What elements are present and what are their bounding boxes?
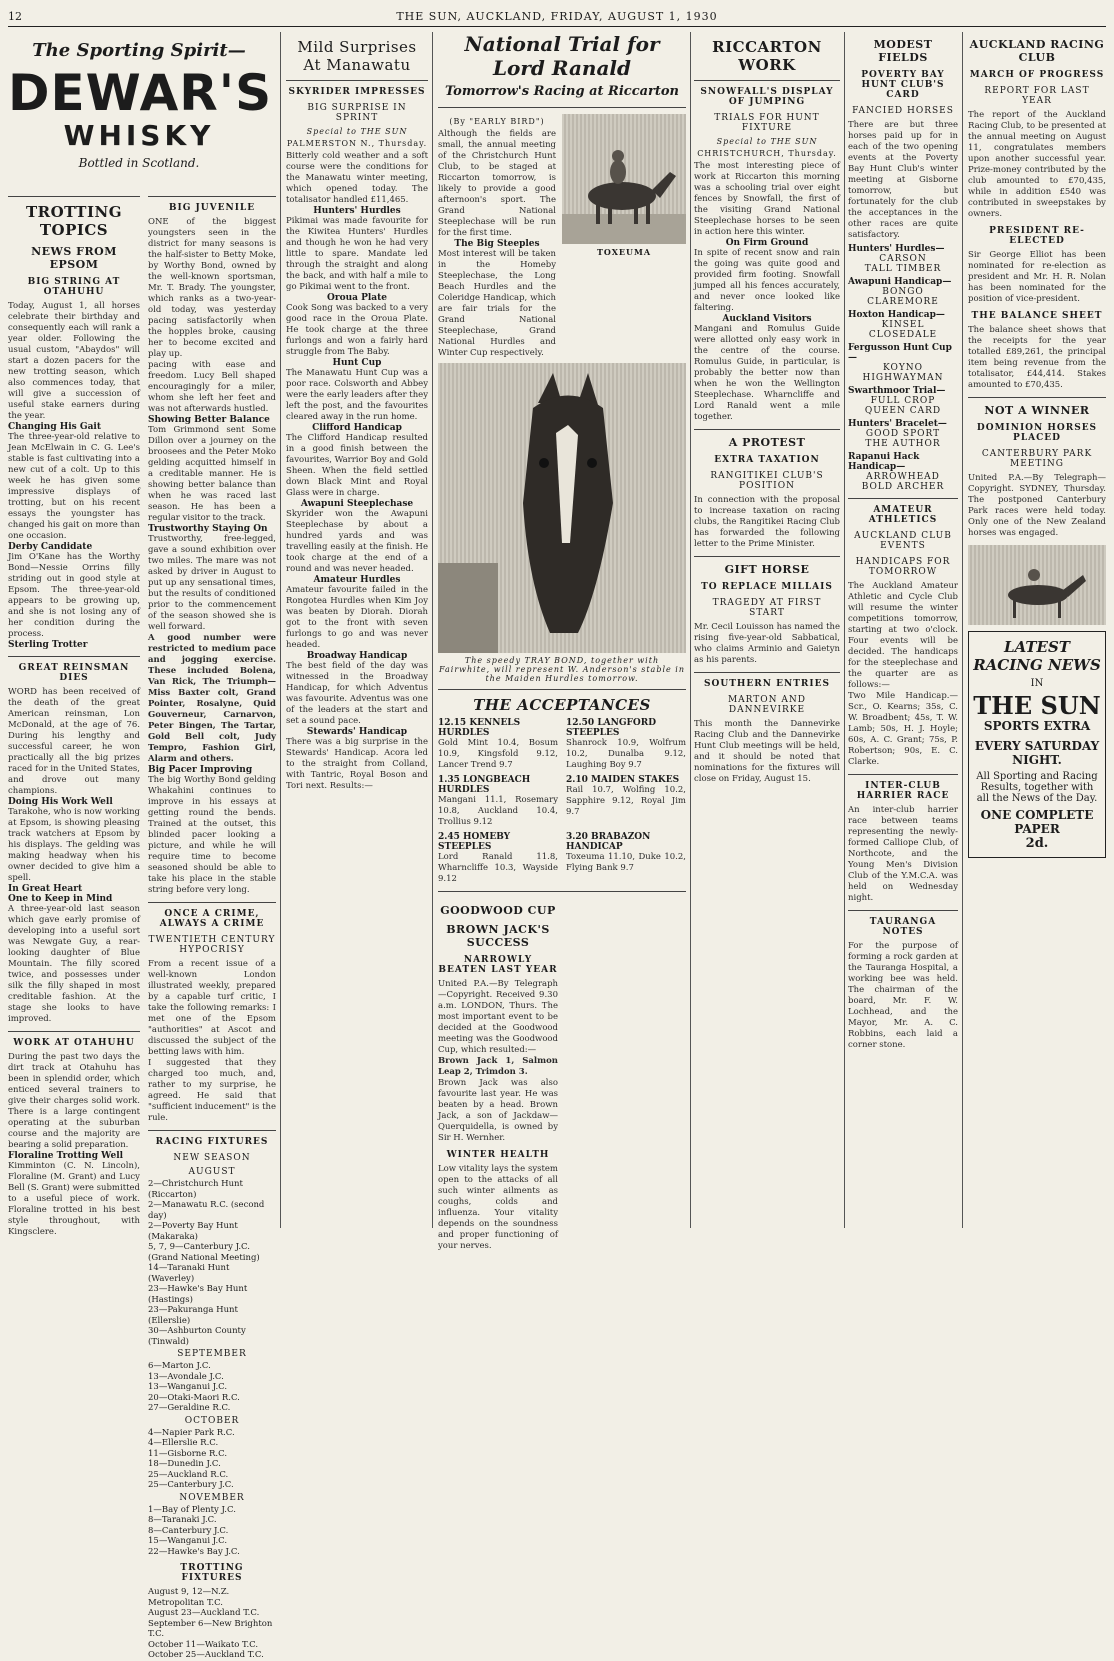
fixture-item: August 23—Auckland T.C. — [148, 1608, 260, 1618]
subheading: One to Keep in Mind — [8, 894, 113, 904]
ad-price: 2d. — [1025, 836, 1049, 851]
sprint-heading: BIG SURPRISE IN SPRINT — [307, 103, 407, 123]
race-name: Hunters' Bracelet— — [848, 419, 947, 429]
fixture-item: 5, 7, 9—Canterbury J.C. (Grand National Meeting) — [148, 1242, 260, 1263]
article-text: The Auckland Amateur Athletic and Cycle Club will resume the winter competitions tomorrow, starting at two o'clock. Four events will be decided. The handicaps for the steeplechase and the quarter are as follows:— — [848, 581, 961, 690]
report-heading: REPORT FOR LAST YEAR — [984, 86, 1090, 106]
fixture-item: 8—Canterbury J.C. — [148, 1525, 229, 1536]
ad-every-saturday: EVERY SATURDAY NIGHT. — [974, 739, 1100, 767]
snowfall-heading: SNOWFALL'S DISPLAY OF JUMPING — [700, 87, 834, 107]
article-text: Trustworthy, free-legged, gave a sound exhibition over two miles. The mare was not asked by driver in August to put up any sensational times, but the results of conditioned prior to the commencement of the season showed she is well forward. — [148, 534, 279, 632]
horse-name: ARROWHEAD — [866, 472, 940, 482]
crime-heading: ONCE A CRIME, ALWAYS A CRIME — [159, 909, 265, 929]
column-5 — [694, 32, 843, 1228]
subheading: Trustworthy Staying On — [148, 524, 268, 534]
article-text: Mangani and Romulus Guide were allotted only easy work in the centre of the course. Romulus Guide, in particular, is probably the better now than when he won the Wellington Steeplechase. Wharncliffe and Lord Ranald went a mile together. — [694, 324, 843, 422]
race-title: 12.15 KENNELS HURDLES — [438, 718, 521, 738]
horse-head-illustration — [438, 363, 686, 653]
september-heading: SEPTEMBER — [177, 1349, 247, 1359]
article-text: For the purpose of forming a rock garden at the Tauranga Hospital, a working bee was held. The chairman of the board, Mr. F. W. Lochhead, and the Mayor, Mr. A. C. Robbins, each laid a corner stone. — [848, 941, 961, 1050]
trials-heading: TRIALS FOR HUNT FIXTURE — [714, 113, 820, 133]
fixture-item: 18—Dunedin J.C. — [148, 1459, 221, 1469]
column-1-body — [8, 190, 143, 1237]
article-text: Bitterly cold weather and a soft course were the conditions for the Manawatu winter meeting, which opened today. The totalisator handled £11,465. — [286, 151, 431, 205]
fixture-item: 1—Bay of Plenty J.C. — [148, 1504, 236, 1515]
trotting-fixtures-heading: TROTTING FIXTURES — [180, 1563, 244, 1583]
sun-sports-advertisement — [968, 631, 1106, 858]
race-entry — [566, 718, 689, 771]
subheading: Derby Candidate — [8, 542, 93, 552]
race-entries: Lord Ranald 11.8, Wharncliffe 10.3, Wayside 9.12 — [438, 852, 561, 884]
big-string-heading: BIG STRING AT OTAHUHU — [27, 277, 121, 297]
ad-latest: LATEST RACING NEWS — [973, 638, 1101, 674]
jockey-icon — [968, 545, 1106, 625]
august-heading: AUGUST — [188, 1167, 236, 1177]
photo-caption: TOXEUMA — [596, 247, 652, 257]
article-text: pacing with ease and freedom. Lucy Bell shaped encouragingly for a miler, whom she left her feet and was not afterwards hustled. — [148, 360, 279, 414]
race-entry — [438, 832, 561, 885]
article-text: Jim O'Kane has the Worthy Bond—Nessie Orrins filly striding out in good style at Epsom. The three-year-old appears to be growing up, and she is not losing any of her condition during the process. — [8, 552, 143, 639]
article-text: Two Mile Handicap.—Scr., O. Kearns; 35s, C. W. Broadbent; 45s, T. W. Lamb; 50s, H. J. Hoyle; 60s, A. C. Grant; 75s, P. Robertson; 90s, E. C. Clarke. — [848, 691, 961, 767]
article-text: Skyrider won the Awapuni Steeplechase by about a hundred yards and was travelling easily at the finish. He took charge at the end of a round and was never headed. — [286, 509, 431, 574]
goodwood-heading: GOODWOOD CUP — [440, 904, 556, 917]
news-from-epsom-heading: NEWS FROM EPSOM — [31, 245, 117, 271]
subheading: Amateur Hurdles — [313, 575, 401, 585]
race-title: 1.35 LONGBEACH HURDLES — [438, 775, 531, 795]
article-text: Tom Grimmond sent Some Dillon over a journey on the broosees and the Peter Moko gelding acquitted himself in a creditable manner. He is showing better balance than when he was raced last season. He has been a regular visitor to the track. — [148, 425, 279, 523]
subheading: Broadway Handicap — [306, 651, 408, 661]
trotting-topics-heading: TROTTING TOPICS — [25, 203, 123, 239]
race-title: 3.20 BRABAZON HANDICAP — [566, 832, 651, 852]
subheading: Changing His Gait — [8, 422, 101, 432]
ad-complete-paper: ONE COMPLETE PAPER — [980, 808, 1094, 836]
race-list — [438, 718, 689, 885]
article-text: ONE of the biggest youngsters seen in the district for many seasons is the half-sister to Betty Moke, by Worthy Bond, owned by the well-known sportsman, Mr. T. Brady. The youngster, which ranks as a two-year-old today, was yesterday pacing satisfactorily when the hopples broke, causing her to become excited and play up. — [148, 217, 279, 359]
article-text: The big Worthy Bond gelding Whakahini continues to improve in his essays at getting round the bends. Trained at the outset, this blinded pacer looking a picture, and while he will require time to become seasoned should be able to take his place in the stable string before very long. — [148, 775, 279, 895]
amateur-athletics-heading: AMATEUR ATHLETICS — [868, 505, 938, 525]
article-text: In connection with the proposal to increase taxation on racing clubs, the Rangitikei Racing Club has forwarded the following letter to the Prime Minister. — [694, 495, 843, 549]
fixture-list — [148, 1179, 276, 1347]
article-text: Today, August 1, all horses celebrate their birthday and consequently each will rank a year older. Following the usual custom, "Abaydos" will start a dozen pacers for the new trotting season, which also commences today, that will give a succession of useful stake earners during the year. — [8, 301, 143, 421]
special-credit: Special to THE SUN — [716, 137, 818, 146]
subheading: Oroua Plate — [327, 293, 387, 303]
article-text: From a recent issue of a well-known London illustrated weekly, prepared by a capable turf critic, I take the following remarks: I met one of the Epsom "authorities" at Ascot and discussed the subject of the betting laws with him. — [148, 959, 279, 1057]
article-text: A three-year-old last season which gave early promise of developing into a useful sort was Newgate Guy, a rear-looking daughter of Blue Mountain. The filly scored twice, and possesses under silk the filly shaped in most creditable fashion. At the stage she looks to have improved. — [8, 904, 143, 1024]
article-text: The three-year-old relative to Jean McElwain in C. G. Lee's stable is fast cultivating into a new cut of a colt. Up to this week he has given some impressive displays of trotting, but on his recent essays the youngster has changed his gait on more than one occasion. — [8, 432, 143, 541]
race-entry — [438, 718, 561, 771]
article-text: United P.A.—By Telegraph—Copyright. Received 9.30 a.m. LONDON, Thurs. The most important event to be decided at the Goodwood meeting was the Goodwood Cup, which resulted:— — [438, 979, 561, 1055]
horse-rider-illustration — [562, 114, 686, 244]
article-text: Low vitality lays the system open to the attacks of all such winter ailments as coughs, colds and influenza. Your vitality depends on the soundness and proper functioning of your nerves. — [438, 1164, 561, 1251]
article-text: Kimminton (C. N. Lincoln), Floraline (M. Grant) and Lucy Bell (S. Grant) were submitted to a useful piece of work. Floraline trotted in his best style throughout, with Kingsclere. — [8, 1161, 143, 1237]
ad-tagline: The Sporting Spirit— — [32, 40, 246, 61]
column-4 — [438, 32, 689, 1251]
column-divider — [690, 32, 691, 1228]
article-text: There are but three horses paid up for in each of the two opening events at the Poverty Bay Hunt Club's winter meeting at Gisborne tomorrow, but fortunately for the club the acceptances in the other races are quite satisfactory. — [848, 120, 961, 240]
article-text: United P.A.—By Telegraph—Copyright. SYDNEY, Thursday. The postponed Canterbury Park races were held today. Only one of the New Zealand horses was engaged. — [968, 473, 1109, 538]
winter-health-heading: WINTER HEALTH — [446, 1150, 550, 1160]
column-divider — [962, 32, 963, 1228]
marton-heading: MARTON AND DANNEVIRKE — [727, 695, 807, 715]
dateline: CHRISTCHURCH, Thursday. — [697, 149, 837, 158]
horse-name: THE AUTHOR — [865, 439, 941, 449]
subheading: Floraline Trotting Well — [8, 1151, 124, 1161]
fixture-item: August 9, 12—N.Z. Metropolitan T.C. — [148, 1587, 230, 1608]
lord-ranald-heading: National Trial for Lord Ranald — [464, 32, 660, 80]
fixture-item: 20—Otaki-Maori R.C. — [148, 1392, 240, 1403]
not-winner-heading: NOT A WINNER — [984, 404, 1090, 417]
race-entries: Gold Mint 10.4, Bosum 10.9, Kingsfold 9.12, Lancer Trend 9.7 — [438, 738, 561, 770]
fixture-item: 22—Hawke's Bay J.C. — [148, 1546, 240, 1557]
column-3 — [286, 32, 431, 1228]
article-text: In spite of recent snow and rain the going was quite good and provided firm footing. Snowfall jumped all his fences accurately, and never once looked like faltering. — [694, 248, 843, 313]
subheading: Auckland Visitors — [722, 314, 812, 324]
article-text: The Clifford Handicap resulted in a good finish between the favourites, Warrior Boy and Gold Sheen. When the field settled down Black Mint and Royal Glass were in charge. — [286, 433, 431, 498]
tauranga-heading: TAURANGA NOTES — [869, 917, 937, 937]
arc-heading: AUCKLAND RACING CLUB — [969, 38, 1105, 64]
acceptances-heading: THE ACCEPTANCES — [473, 696, 651, 714]
brown-jack-heading: BROWN JACK'S SUCCESS — [446, 923, 550, 949]
subheading: Doing His Work Well — [8, 797, 113, 807]
masthead-rule — [8, 26, 1106, 27]
article-text: Pikimai was made favourite for the Kiwitea Hunters' Hurdles and though he won he had very little to spare. Mandate led through the straight and along the back, and with half a mile to go Pikimai went to the front. — [286, 216, 431, 292]
fixture-item: 15—Wanganui J.C. — [148, 1536, 228, 1546]
race-name: Swarthmoor Trial— — [848, 386, 946, 396]
millais-heading: TO REPLACE MILLAIS — [701, 582, 833, 592]
column-2 — [148, 190, 279, 1660]
article-text: Although the fields are small, the annual meeting of the Christchurch Hunt Club, to be staged at Riccarton tomorrow, is likely to provide a good afternoon's sport. The Grand National Steeplechase will be run for the first time. — [438, 129, 559, 238]
fixture-item: 14—Taranaki Hunt (Waverley) — [148, 1263, 230, 1284]
handicaps-heading: HANDICAPS FOR TOMORROW — [855, 557, 951, 577]
work-at-otahuhu-heading: WORK AT OTAHUHU — [13, 1038, 135, 1048]
november-heading: NOVEMBER — [179, 1492, 245, 1503]
race-entry — [566, 775, 689, 828]
fixture-item: 23—Pakuranga Hunt (Ellerslie) — [148, 1305, 238, 1326]
tragedy-heading: TRAGEDY AT FIRST START — [712, 598, 822, 618]
article-text: Brown Jack was also favourite last year. He was beaten by a head. Brown Jack, a son of Jackdaw—Querquidella, is owned by Sir H. Wernher. — [438, 1078, 561, 1143]
fixture-item: 6—Marton J.C. — [148, 1361, 211, 1371]
fixture-item: 4—Ellerslie R.C. — [148, 1438, 219, 1448]
race-entry — [438, 775, 561, 828]
october-heading: OCTOBER — [184, 1415, 240, 1426]
fixture-item: 13—Avondale J.C. — [148, 1371, 224, 1382]
selections-list — [848, 244, 958, 492]
poverty-bay-heading: POVERTY BAY HUNT CLUB'S CARD — [861, 70, 945, 100]
hypocrisy-heading: TWENTIETH CENTURY HYPOCRISY — [148, 935, 276, 955]
horse-name: FULL CROP — [870, 396, 936, 406]
fixture-item: 27—Geraldine R.C. — [148, 1403, 231, 1413]
fixture-item: 13—Wanganui J.C. — [148, 1382, 228, 1392]
column-6 — [848, 32, 961, 1228]
reinsman-heading: GREAT REINSMAN DIES — [18, 663, 130, 683]
canterbury-heading: CANTERBURY PARK MEETING — [981, 449, 1093, 469]
horse-name: QUEEN CARD — [864, 406, 942, 416]
riccarton-subheading: Tomorrow's Racing at Riccarton — [444, 84, 680, 99]
article-text: Amateur favourite failed in the Rongotea Hurdles when Kim Joy was beaten by Diorah. Diorah got to the front with seven furlongs to go and was never headed. — [286, 585, 431, 650]
gift-horse-heading: GIFT HORSE — [724, 563, 810, 576]
narrowly-heading: NARROWLY BEATEN LAST YEAR — [438, 955, 558, 975]
fixture-list — [148, 1505, 276, 1558]
race-name: Rapanui Hack Handicap— — [848, 452, 920, 472]
column-divider — [432, 32, 433, 1228]
article-text: Tarakohe, who is now working at Epsom, is showing pleasing track watchers at Epsom by his displays. The gelding was making headway when his owner decided to give him a spell. — [8, 807, 143, 883]
horse-name: KINSEL — [881, 320, 925, 330]
article-text: The balance sheet shows that the receipts for the year totalled £89,261, the principal item being revenue from the totalisator, £44,414. Stakes amounted to £70,435. — [968, 325, 1109, 390]
race-title: 12.50 LANGFORD STEEPLES — [566, 718, 657, 738]
ad-in: IN — [1030, 678, 1044, 689]
fixture-item: 2—Poverty Bay Hunt (Makaraka) — [148, 1221, 238, 1242]
race-entries: Shanrock 10.9, Wolfrum 10.2, Dunalba 9.12, Laughing Boy 9.7 — [566, 738, 689, 770]
rider-illustration — [968, 545, 1106, 625]
fixture-item: October 25—Auckland T.C. — [148, 1650, 264, 1660]
subheading: Showing Better Balance — [148, 415, 270, 425]
race-name: Awapuni Handicap— — [848, 277, 952, 287]
fixture-item: 11—Gisborne R.C. — [148, 1448, 228, 1459]
horse-name: BONGO — [882, 287, 924, 297]
subheading: Clifford Handicap — [312, 423, 402, 433]
fixture-list — [148, 1587, 276, 1661]
manawatu-heading: Mild Surprises At Manawatu — [297, 38, 417, 74]
ad-product: WHISKY — [63, 119, 215, 152]
big-juvenile-heading: BIG JUVENILE — [168, 203, 256, 213]
subheading: The Big Steeples — [454, 239, 540, 249]
race-result: Brown Jack 1, Salmon Leap 2, Trimdon 3. — [438, 1056, 561, 1077]
article-text: During the past two days the dirt track at Otahuhu has been in splendid order, which enticed several trainers to give their charges solid work. There is a large contingent operating at the suburban course and the majority are bearing a solid preparation. — [8, 1052, 143, 1150]
extra-taxation-heading: EXTRA TAXATION — [714, 455, 820, 465]
race-name: Hoxton Handicap— — [848, 310, 945, 320]
article-text: The best field of the day was witnessed in the Broadway Handicap, for which Adventus was favourite. Adventus was one of the leaders at the start and set a sound pace. — [286, 661, 431, 726]
fixture-item: 8—Taranaki J.C. — [148, 1515, 217, 1525]
masthead — [8, 8, 1106, 28]
race-entries: Toxeuma 11.10, Duke 10.2, Flying Bank 9.7 — [566, 852, 689, 873]
horse-name: TALL TIMBER — [864, 264, 942, 274]
protest-heading: A PROTEST — [728, 436, 806, 449]
article-text: Most interest will be taken in the Homeby Steeplechase, the Long Beach Hurdles and the Coleridge Handicap, which are fair trials for the Grand National Steeplechase, Grand National Hurdles and Winter Cup respectively. — [438, 249, 559, 358]
fixture-list — [148, 1428, 276, 1491]
ad-description: All Sporting and Racing Results, together with all the News of the Day. — [976, 771, 1098, 804]
new-season-heading: NEW SEASON — [173, 1153, 251, 1163]
harrier-heading: INTER-CLUB HARRIER RACE — [856, 781, 950, 801]
auckland-club-heading: AUCKLAND CLUB EVENTS — [854, 531, 952, 551]
fixture-item: 30—Ashburton County (Tinwald) — [148, 1326, 246, 1347]
article-text: Sir George Elliot has been nominated for re-election as president and Mr. H. R. Nolan has been nominated for the position of vice-president. — [968, 250, 1109, 304]
toxeuma-photo — [562, 114, 686, 244]
newspaper-title: THE SUN, AUCKLAND, FRIDAY, AUGUST 1, 1930 — [396, 10, 718, 23]
racing-fixtures-heading: RACING FIXTURES — [155, 1137, 269, 1147]
dominion-heading: DOMINION HORSES PLACED — [976, 423, 1098, 443]
subheading: Big Pacer Improving — [148, 765, 253, 775]
horse-name: GOOD SPORT — [865, 429, 941, 439]
ad-brand: DEWAR'S — [8, 64, 273, 122]
article-text: This month the Dannevirke Racing Club and the Dannevirke Hunt Club meetings will be held, and it should be noted that nominations for the fixtures will close on Friday, August 15. — [694, 719, 843, 784]
subheading: Hunters' Hurdles — [313, 206, 401, 216]
fixture-item: 25—Auckland R.C. — [148, 1469, 229, 1480]
tray-bond-photo — [438, 363, 686, 653]
article-text: An inter-club harrier race between teams representing the newly-formed Calliope Club, of Northcote, and the Young Men's Division Club of the Y.M.C.A. was held on Wednesday night. — [848, 805, 961, 903]
race-entries: Mangani 11.1, Rosemary 10.8, Auckland 10.4, Trollius 9.12 — [438, 795, 561, 827]
race-entries: Rail 10.7, Wolfing 10.2, Sapphire 9.12, Royal Jim 9.7 — [566, 785, 689, 817]
fixture-item: 25—Canterbury J.C. — [148, 1480, 234, 1490]
horse-name: CLOSEDALE — [868, 330, 938, 340]
subheading: Stewards' Handicap — [306, 727, 408, 737]
fixture-item: 2—Christchurch Hunt (Riccarton) — [148, 1179, 243, 1200]
ad-bottled: Bottled in Scotland. — [78, 156, 200, 170]
balance-heading: THE BALANCE SHEET — [971, 311, 1103, 321]
fixture-item: 2—Manawatu R.C. (second day) — [148, 1200, 265, 1221]
horse-name: CLAREMORE — [867, 297, 939, 307]
fixture-item: October 11—Waikato T.C. — [148, 1639, 259, 1650]
column-divider — [844, 32, 845, 1228]
race-entry — [566, 832, 689, 885]
horse-name: HIGHWAYMAN — [862, 373, 944, 383]
modest-fields-heading: MODEST FIELDS — [873, 38, 933, 64]
article-text: I suggested that they charged too much, and, rather to my surprise, he agreed. He said that "sufficient inducement" is the rule. — [148, 1058, 279, 1123]
photo-caption: The speedy TRAY BOND, together with Fairwhite, will represent W. Anderson's stable in the Maiden Hurdles tomorrow. — [438, 656, 685, 683]
article-text: WORD has been received of the death of the great American reinsman, Lon McDonald, at the age of 76. During his lengthy and successful career, he won practically all the big prizes raced for in the United States, and drove out many champions. — [8, 687, 143, 796]
rangitikei-heading: RANGITIKEI CLUB'S POSITION — [710, 471, 824, 491]
subheading: In Great Heart — [8, 884, 83, 894]
horse-name: BOLD ARCHER — [861, 482, 945, 492]
special-credit: Special to THE SUN — [306, 127, 408, 136]
southern-entries-heading: SOUTHERN ENTRIES — [704, 679, 830, 689]
race-title: 2.45 HOMEBY STEEPLES — [438, 832, 511, 852]
ad-paper-name: THE SUN — [973, 691, 1101, 720]
subheading: Awapuni Steeplechase — [300, 499, 414, 509]
column-7 — [968, 32, 1109, 1228]
fancied-heading: FANCIED HORSES — [852, 106, 954, 116]
article-text: The Manawatu Hunt Cup was a poor race. Colsworth and Abbey were the early leaders after they left the post, and the favourites cleared away in the run home. — [286, 368, 431, 422]
horse-name: KOYNO — [882, 363, 924, 373]
subheading: Sterling Trotter — [8, 640, 88, 650]
byline: (By "EARLY BIRD") — [449, 117, 545, 126]
fixture-list — [148, 1361, 276, 1414]
fixture-item: September 6—New Brighton T.C. — [148, 1618, 273, 1639]
riccarton-work-heading: RICCARTON WORK — [712, 38, 822, 74]
race-name: Fergusson Hunt Cup— — [848, 343, 952, 363]
article-text: Cook Song was backed to a very good race in the Oroua Plate. He took charge at the three furlongs and won a fairly hard struggle from The Baby. — [286, 303, 431, 357]
article-text: There was a big surprise in the Stewards' Handicap. Acora led to the straight from Colland, with Tantric, Royal Boson and Tori next. Results:— — [286, 737, 431, 791]
president-heading: PRESIDENT RE-ELECTED — [989, 226, 1085, 246]
article-text: Mr. Cecil Louisson has named the rising five-year-old Sabbatical, who claims Arminio and Gaietyn as his parents. — [694, 622, 843, 665]
dewars-advertisement — [8, 40, 273, 170]
column-divider — [280, 32, 281, 1228]
skyrider-heading: SKYRIDER IMPRESSES — [288, 87, 426, 97]
article-text: The most interesting piece of work at Riccarton this morning was a schooling trial over eight fences by Snowfall, the first of the visiting Grand National Steeplechase horses to be seen in action here this winter. — [694, 161, 843, 237]
march-heading: MARCH OF PROGRESS — [969, 70, 1105, 80]
fixture-item: 4—Napier Park R.C. — [148, 1427, 235, 1438]
ad-sports-extra: SPORTS EXTRA — [983, 719, 1091, 733]
subheading: On Firm Ground — [725, 238, 809, 248]
horse-name: CARSON — [879, 254, 927, 264]
article-text: The report of the Auckland Racing Club, to be presented at the annual meeting on August 11, congratulates members upon another successful year. Prize-money contributed by the club amounted to £70,435, while in addition £540 was contributed in sweepstakes by owners. — [968, 110, 1109, 219]
race-title: 2.10 MAIDEN STAKES — [566, 775, 680, 785]
page-number: 12 — [8, 10, 22, 23]
subheading: Hunt Cup — [332, 358, 382, 368]
dateline: PALMERSTON N., Thursday. — [286, 139, 428, 148]
race-name: Hunters' Hurdles— — [848, 244, 945, 254]
article-text: A good number were restricted to medium pace and jogging exercise. These included Bolena, Van Rick, The Triumph—Miss Baxter colt, Grand Pointer, Rosalyne, Quid Gouverneur, Carnarvon, Peter Bingen, The Tartar, Gold Bell colt, Judy Tempro, Fashion Girl, Alarm and others. — [148, 633, 279, 764]
fixture-item: 23—Hawke's Bay Hunt (Hastings) — [148, 1284, 248, 1305]
